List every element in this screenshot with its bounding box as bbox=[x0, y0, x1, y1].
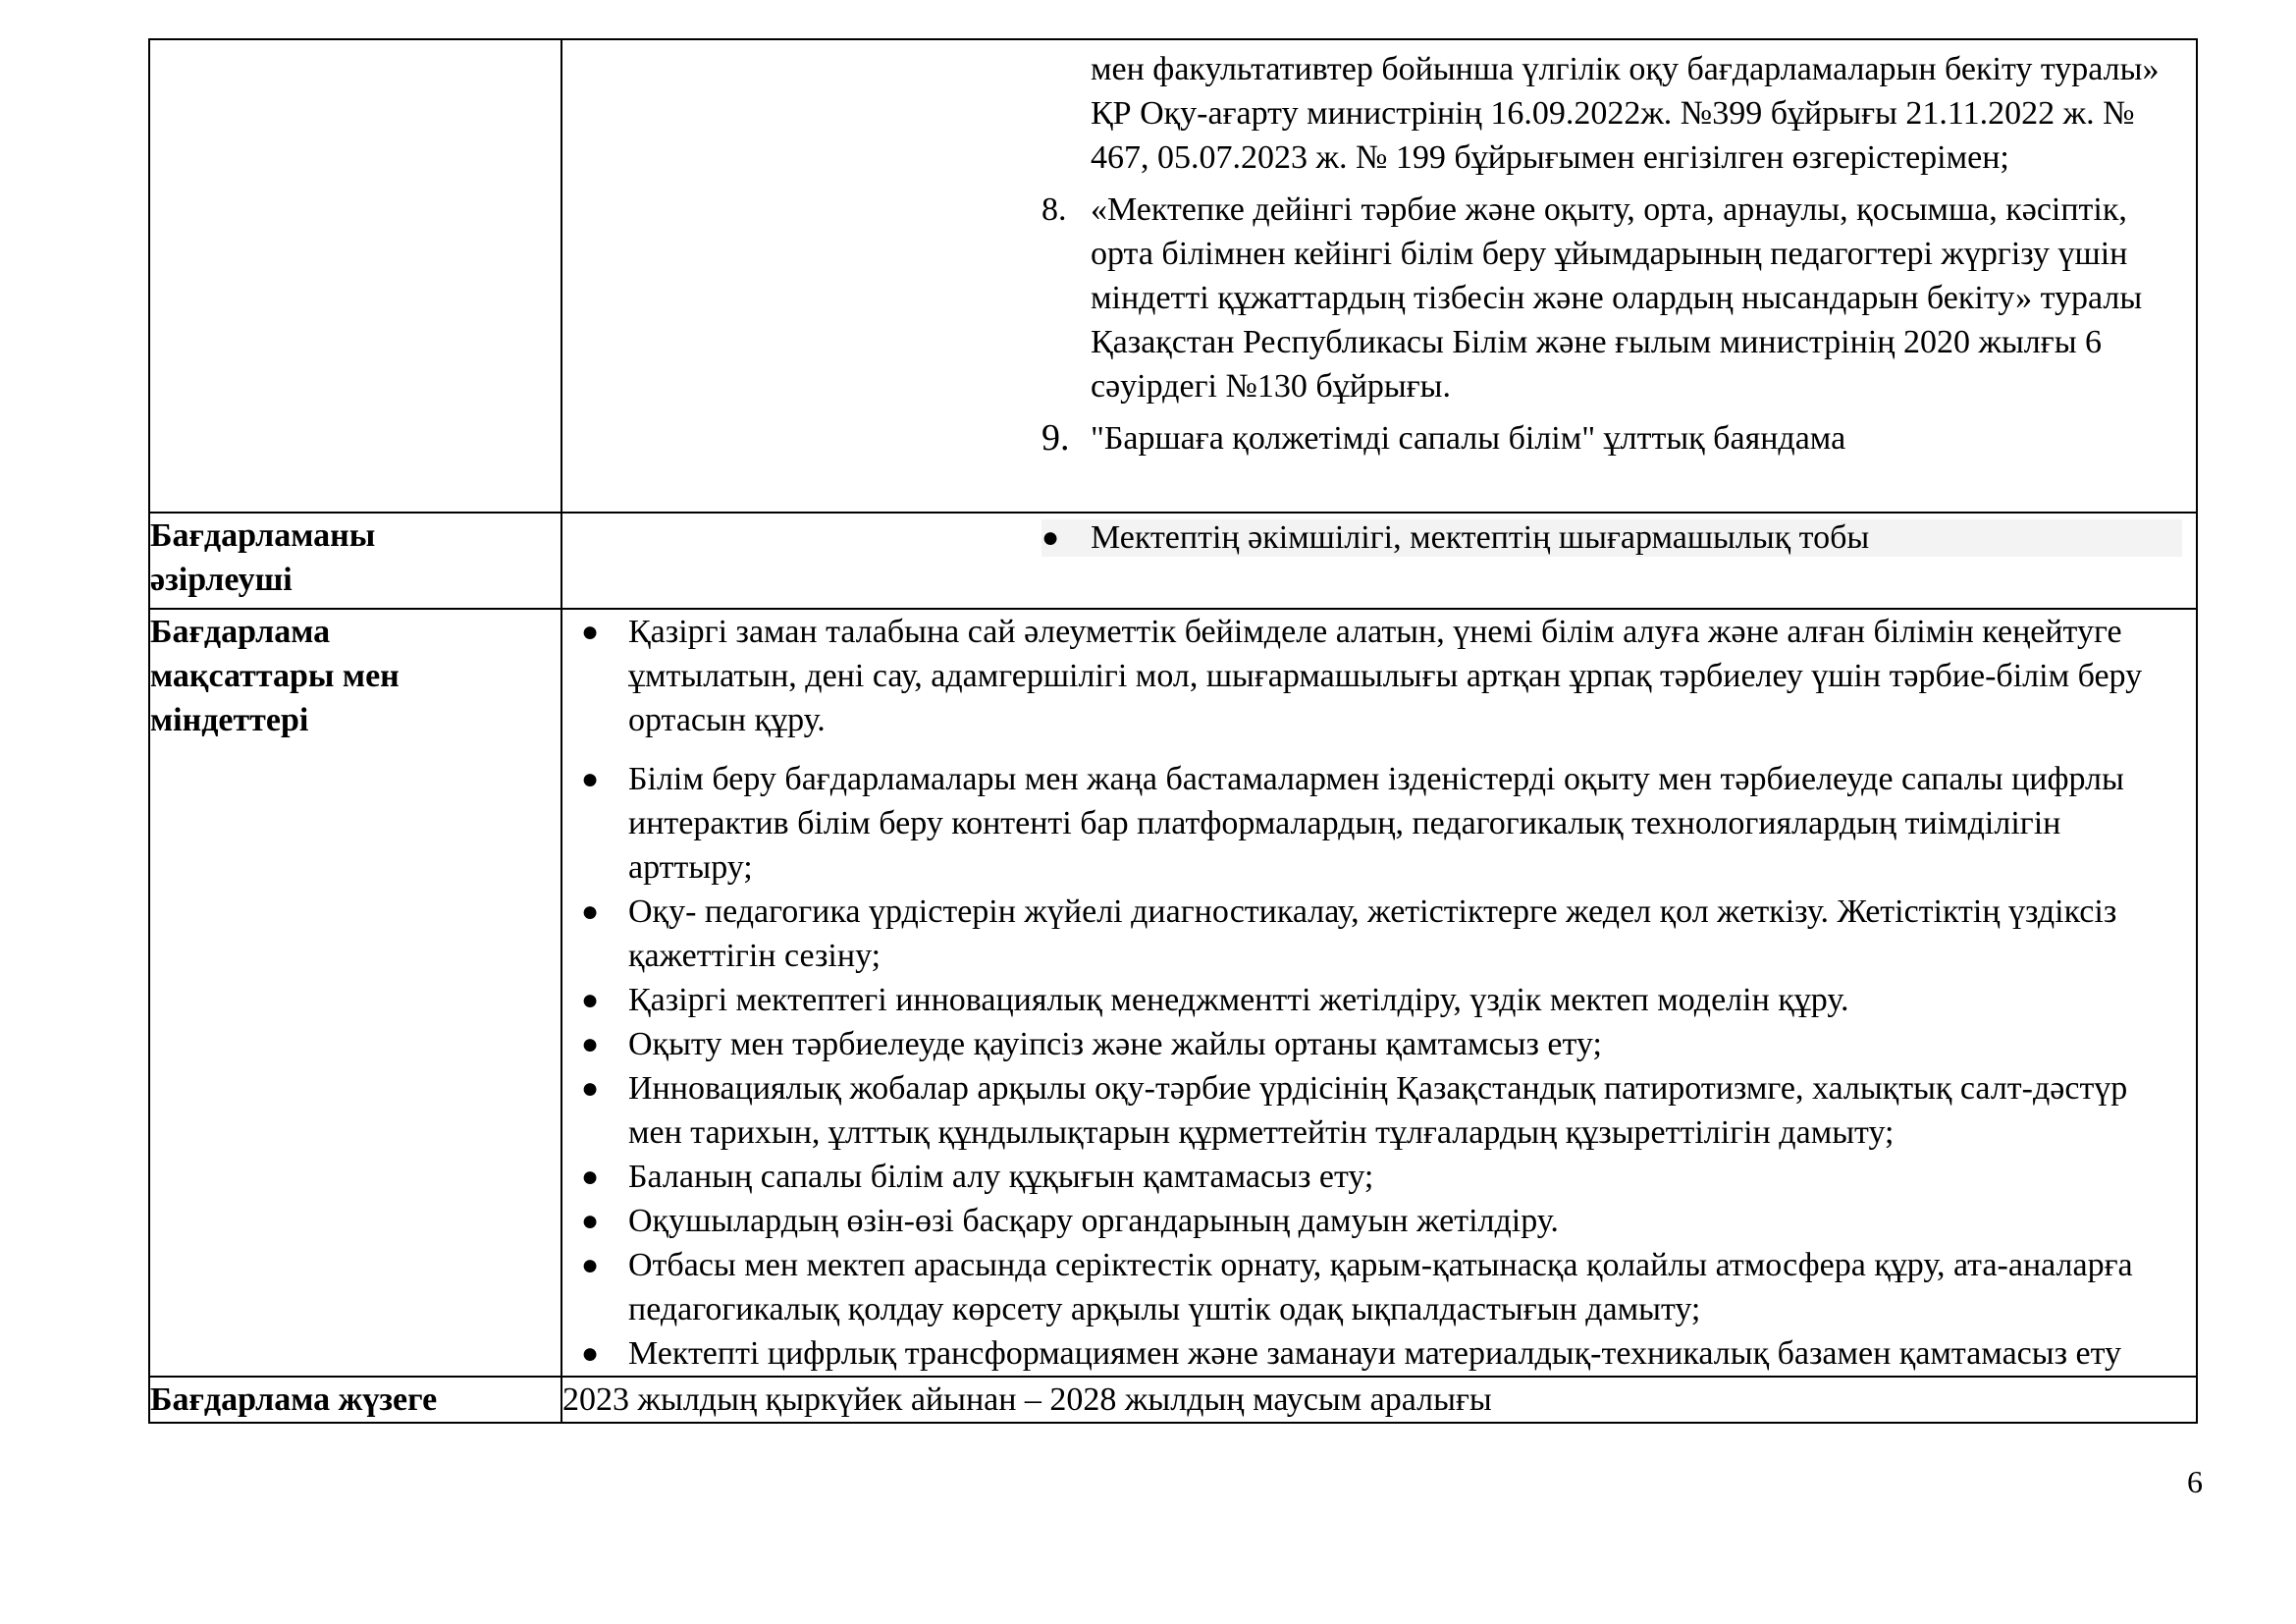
developer-row bbox=[149, 513, 2197, 609]
goal-text: Баланың сапалы білім алу құқығын қамтамасыз ету; bbox=[628, 1159, 1374, 1195]
list-item-text: «Мектепке дейінгі тәрбие және оқыту, орта, арнаулы, қосымша, кәсіптік, орта білімнен кейінгі білім беру ұйымдарының педагогтері жүргізу үшін міндетті құжаттардың тізбесін және олардың нысандарын бекіту» туралы Қазақстан Республикасы Білім және ғылым министрінің 2020 жылғы 6 сәуірдегі №130 бұйрығы. bbox=[1091, 191, 2143, 405]
goals-label-cell bbox=[149, 609, 561, 1377]
list-item bbox=[562, 1243, 2196, 1331]
list-item bbox=[562, 188, 2196, 408]
legal-basis-row bbox=[149, 39, 2197, 513]
legal-basis-content-cell bbox=[561, 39, 2197, 513]
list-item bbox=[562, 416, 2196, 512]
goals-row bbox=[149, 609, 2197, 1377]
list-item bbox=[562, 1155, 2196, 1199]
bullet-icon: ● bbox=[581, 1205, 600, 1237]
program-passport-table bbox=[148, 38, 2198, 1424]
list-item bbox=[562, 40, 2196, 180]
goal-text: Қазіргі заман талабына сай әлеуметтік бейімделе алатын, үнемі білім алуға және алған білімін кеңейтуге ұмтылатын, дені сау, адамгершілігі мол, шығармашылығы артқан ұрпақ тәрбиелеу үшін тәрбие-білім беру ортасын құру. bbox=[628, 614, 2143, 738]
developer-label-cell bbox=[149, 513, 561, 609]
period-row bbox=[149, 1377, 2197, 1423]
period-label-cell bbox=[149, 1377, 561, 1423]
list-item-number: 9. bbox=[1041, 417, 1070, 459]
bullet-icon: ● bbox=[1041, 521, 1060, 554]
goal-text: Оқушылардың өзін-өзі басқару органдарының дамуын жетілдіру. bbox=[628, 1203, 1559, 1239]
list-item bbox=[562, 1199, 2196, 1243]
developer-label-line: әзірлеуші bbox=[150, 562, 293, 598]
list-item bbox=[562, 1331, 2196, 1376]
list-item bbox=[562, 1022, 2196, 1066]
bullet-icon: ● bbox=[581, 1072, 600, 1105]
goal-text: Мектепті цифрлық трансформациямен және заманауи материалдық-техникалық базамен қамтамасыз ету bbox=[628, 1335, 2122, 1372]
bullet-icon: ● bbox=[581, 984, 600, 1016]
bullet-icon: ● bbox=[581, 1337, 600, 1370]
period-label: Бағдарлама жүзеге bbox=[150, 1381, 438, 1418]
page-number: 6 bbox=[2187, 1464, 2203, 1499]
list-item-number: 8. bbox=[1041, 191, 1067, 228]
list-item bbox=[562, 978, 2196, 1022]
goal-text: Қазіргі мектептегі инновациялық менеджментті жетілдіру, үздік мектеп моделін құру. bbox=[628, 982, 1849, 1018]
period-content-cell bbox=[561, 1377, 2197, 1423]
goals-content-cell bbox=[561, 609, 2197, 1377]
period-value: 2023 жылдың қыркүйек айынан – 2028 жылдың маусым аралығы bbox=[562, 1381, 1492, 1418]
list-item bbox=[562, 610, 2196, 742]
bullet-icon: ● bbox=[581, 1028, 600, 1060]
bullet-icon: ● bbox=[581, 1161, 600, 1193]
list-item bbox=[562, 757, 2196, 890]
bullet-icon: ● bbox=[581, 616, 600, 648]
list-item bbox=[562, 1066, 2196, 1155]
list-item-text: "Баршаға қолжетімді сапалы білім" ұлттық баяндама bbox=[1091, 420, 1846, 457]
goals-label-line: мақсаттары мен bbox=[150, 658, 400, 694]
developer-label-line: Бағдарламаны bbox=[150, 517, 376, 554]
goals-label-line: міндеттері bbox=[150, 702, 309, 738]
bullet-icon: ● bbox=[581, 763, 600, 795]
goals-list bbox=[562, 610, 2196, 1376]
goal-text: Инновациялық жобалар арқылы оқу-тәрбие үрдісінің Қазақстандық патиротизмге, халықтық салт-дәстүр мен тарихын, ұлттық құндылықтарын құрметтейтін тұлғалардың құзыреттілігін дамыту; bbox=[628, 1070, 2128, 1151]
bullet-icon: ● bbox=[581, 1249, 600, 1281]
goal-text: Оқу- педагогика үрдістерін жүйелі диагностикалау, жетістіктерге жедел қол жеткізу. Жетістіктің үздіксіз қажеттігін сезіну; bbox=[628, 893, 2117, 974]
goal-text: Білім беру бағдарламалары мен жаңа бастамалармен ізденістерді оқыту мен тәрбиелеуде сапалы цифрлы интерактив білім беру контенті бар платформалардың, педагогикалық технологиялардың тиімділігін арттыру; bbox=[628, 761, 2124, 886]
developer-content-cell bbox=[561, 513, 2197, 609]
goal-text: Отбасы мен мектеп арасында серіктестік орнату, қарым-қатынасқа қолайлы атмосфера құру, ата-аналарға педагогикалық қолдау көрсету арқылы үштік одақ ықпалдастығын дамыту; bbox=[628, 1247, 2133, 1327]
legal-basis-label-cell bbox=[149, 39, 561, 513]
list-item bbox=[1041, 519, 2182, 557]
bullet-icon: ● bbox=[581, 895, 600, 928]
list-item-text: мен факультативтер бойынша үлгілік оқу бағдарламаларын бекіту туралы» ҚР Оқу-ағарту министрінің 16.09.2022ж. №399 бұйрығы 21.11.2022 ж. № 467, 05.07.2023 ж. № 199 бұйрығымен енгізілген өзгерістерімен; bbox=[1091, 51, 2160, 176]
goal-text: Оқыту мен тәрбиелеуде қауіпсіз және жайлы ортаны қамтамсыз ету; bbox=[628, 1026, 1602, 1062]
goals-label-line: Бағдарлама bbox=[150, 614, 331, 650]
list-item bbox=[562, 890, 2196, 978]
developer-text: Мектептің әкімшілігі, мектептің шығармашылық тобы bbox=[1091, 519, 1870, 556]
legal-documents-list bbox=[562, 40, 2196, 512]
